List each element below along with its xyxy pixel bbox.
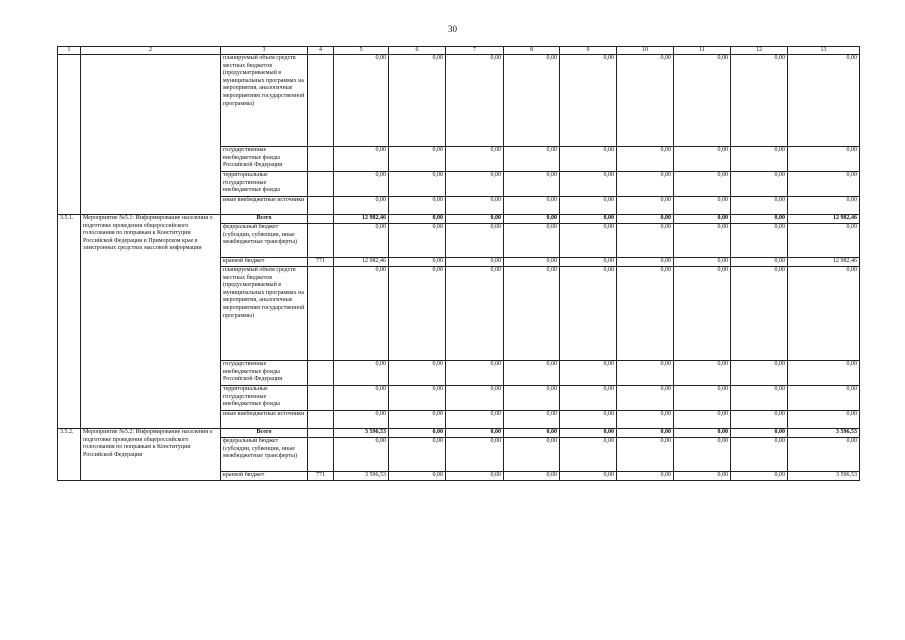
value-cell: 0,00 <box>560 438 617 472</box>
value-cell: 0,00 <box>389 361 446 386</box>
value-cell: 0,00 <box>334 361 389 386</box>
value-cell: 0,00 <box>389 147 446 172</box>
value-cell: 0,00 <box>334 411 389 429</box>
page-number: 30 <box>448 24 457 34</box>
col-header: 10 <box>617 47 674 55</box>
value-cell: 0,00 <box>788 438 860 472</box>
value-cell: 0,00 <box>731 386 788 411</box>
value-cell: 0,00 <box>389 386 446 411</box>
value-cell: 0,00 <box>617 224 674 258</box>
row-label: планируемый объем средств местных бюджетов (предусматриваемый в муниципальных программах на мероприятия, аналогичные мероприятиям государственной программы) <box>221 55 308 147</box>
value-cell: 0,00 <box>334 147 389 172</box>
value-cell: 0,00 <box>504 361 560 386</box>
value-cell: 0,00 <box>731 147 788 172</box>
value-cell: 0,00 <box>504 429 560 438</box>
value-cell: 0,00 <box>560 386 617 411</box>
row-label: территориальные государственные внебюджетные фонды <box>221 172 308 197</box>
value-cell: 0,00 <box>617 172 674 197</box>
value-cell: 0,00 <box>674 386 731 411</box>
value-cell: 0,00 <box>504 197 560 215</box>
col-header: 5 <box>334 47 389 55</box>
value-cell: 0,00 <box>788 224 860 258</box>
value-cell: 0,00 <box>504 215 560 224</box>
value-cell: 0,00 <box>617 197 674 215</box>
value-cell: 3 596,53 <box>788 472 860 481</box>
value-cell: 0,00 <box>560 429 617 438</box>
value-cell: 0,00 <box>446 224 504 258</box>
value-cell: 0,00 <box>334 386 389 411</box>
value-cell: 0,00 <box>731 258 788 267</box>
value-cell: 0,00 <box>446 172 504 197</box>
value-cell: 0,00 <box>617 472 674 481</box>
value-cell: 0,00 <box>560 258 617 267</box>
value-cell: 0,00 <box>504 172 560 197</box>
value-cell: 0,00 <box>731 215 788 224</box>
value-cell: 12 982,46 <box>788 215 860 224</box>
value-cell: 0,00 <box>788 55 860 147</box>
value-cell: 0,00 <box>617 55 674 147</box>
value-cell: 0,00 <box>617 411 674 429</box>
value-cell: 0,00 <box>788 197 860 215</box>
col-header: 3 <box>221 47 308 55</box>
col-header: 12 <box>731 47 788 55</box>
value-cell: 3 596,53 <box>334 429 389 438</box>
value-cell: 0,00 <box>674 197 731 215</box>
value-cell: 0,00 <box>560 361 617 386</box>
value-cell: 0,00 <box>334 197 389 215</box>
value-cell: 0,00 <box>446 258 504 267</box>
value-cell: 0,00 <box>389 267 446 361</box>
col-header: 6 <box>389 47 446 55</box>
value-cell: 0,00 <box>504 267 560 361</box>
col-header: 8 <box>504 47 560 55</box>
value-cell: 0,00 <box>788 172 860 197</box>
col-header: 9 <box>560 47 617 55</box>
value-cell: 0,00 <box>788 411 860 429</box>
value-cell: 3 596,53 <box>334 472 389 481</box>
budget-table <box>57 46 860 481</box>
value-cell: 0,00 <box>389 215 446 224</box>
value-cell: 0,00 <box>617 386 674 411</box>
value-cell: 0,00 <box>731 55 788 147</box>
value-cell: 0,00 <box>674 215 731 224</box>
value-cell: 0,00 <box>446 215 504 224</box>
value-cell: 0,00 <box>504 258 560 267</box>
value-cell: 0,00 <box>788 361 860 386</box>
cell-empty <box>308 429 334 438</box>
cell-empty <box>308 224 334 258</box>
value-cell: 0,00 <box>334 224 389 258</box>
row-label: планируемый объем средств местных бюджетов (предусматриваемый в муниципальных программах на мероприятия, аналогичные мероприятиям государственной программы) <box>221 267 308 361</box>
value-cell: 12 982,46 <box>334 258 389 267</box>
measure-name: Мероприятие №5.2: Информирование населения о подготовке проведения общероссийского голосования по поправкам к Конституции Российской Федерации <box>81 429 221 481</box>
budget-code: 771 <box>308 472 334 481</box>
row-label: государственные внебюджетные фонды Российской Федерации <box>221 361 308 386</box>
value-cell: 0,00 <box>560 172 617 197</box>
header-row <box>58 47 860 55</box>
col-header: 1 <box>58 47 81 55</box>
value-cell: 0,00 <box>446 267 504 361</box>
value-cell: 0,00 <box>389 197 446 215</box>
col-header: 2 <box>81 47 221 55</box>
value-cell: 0,00 <box>334 438 389 472</box>
value-cell: 0,00 <box>674 429 731 438</box>
value-cell: 3 596,53 <box>788 429 860 438</box>
value-cell: 0,00 <box>731 267 788 361</box>
value-cell: 0,00 <box>446 147 504 172</box>
cell-empty <box>308 147 334 172</box>
row-label: федеральный бюджет (субсидии, субвенции, иные межбюджетные трансферты) <box>221 224 308 258</box>
value-cell: 0,00 <box>560 411 617 429</box>
row-label: государственные внебюджетные фонды Российской Федерации <box>221 147 308 172</box>
row-label: краевой бюджет <box>221 472 308 481</box>
value-cell: 0,00 <box>674 258 731 267</box>
value-cell: 0,00 <box>731 429 788 438</box>
value-cell: 0,00 <box>731 224 788 258</box>
measure-number: 3.5.2. <box>58 429 81 481</box>
value-cell: 0,00 <box>617 361 674 386</box>
cell-empty <box>308 361 334 386</box>
value-cell: 0,00 <box>788 386 860 411</box>
col-header: 4 <box>308 47 334 55</box>
value-cell: 0,00 <box>560 197 617 215</box>
cell-empty <box>308 438 334 472</box>
value-cell: 12 982,46 <box>788 258 860 267</box>
value-cell: 0,00 <box>617 438 674 472</box>
value-cell: 0,00 <box>389 258 446 267</box>
value-cell: 0,00 <box>674 472 731 481</box>
value-cell: 0,00 <box>674 224 731 258</box>
row-label-total: Всего <box>221 215 308 224</box>
value-cell: 0,00 <box>731 438 788 472</box>
value-cell: 0,00 <box>617 258 674 267</box>
value-cell: 0,00 <box>389 429 446 438</box>
table-row <box>58 55 860 147</box>
table-row <box>58 429 860 438</box>
value-cell: 0,00 <box>560 215 617 224</box>
value-cell: 0,00 <box>674 438 731 472</box>
value-cell: 0,00 <box>617 215 674 224</box>
value-cell: 0,00 <box>731 472 788 481</box>
row-label: краевой бюджет <box>221 258 308 267</box>
value-cell: 0,00 <box>389 224 446 258</box>
value-cell: 0,00 <box>674 411 731 429</box>
value-cell: 0,00 <box>504 386 560 411</box>
cell-empty <box>308 55 334 147</box>
col-header: 11 <box>674 47 731 55</box>
value-cell: 0,00 <box>504 438 560 472</box>
cell-empty <box>308 172 334 197</box>
table-row <box>58 215 860 224</box>
row-label: иные внебюджетные источники <box>221 411 308 429</box>
value-cell: 0,00 <box>389 438 446 472</box>
row-label: иные внебюджетные источники <box>221 197 308 215</box>
value-cell: 0,00 <box>504 224 560 258</box>
value-cell: 0,00 <box>731 361 788 386</box>
value-cell: 0,00 <box>446 438 504 472</box>
value-cell: 0,00 <box>446 386 504 411</box>
value-cell: 0,00 <box>560 224 617 258</box>
cell-empty <box>308 267 334 361</box>
value-cell: 0,00 <box>446 361 504 386</box>
value-cell: 0,00 <box>504 472 560 481</box>
value-cell: 0,00 <box>674 267 731 361</box>
cell-empty <box>308 197 334 215</box>
value-cell: 0,00 <box>788 267 860 361</box>
measure-name: Мероприятие №5.1: Информирование населения о подготовке проведения общероссийского голосования по поправкам к Конституции Российской Федерации в Приморском крае в электронных средствах массовой информации <box>81 215 221 429</box>
value-cell: 0,00 <box>389 172 446 197</box>
value-cell: 0,00 <box>334 172 389 197</box>
value-cell: 0,00 <box>617 429 674 438</box>
value-cell: 0,00 <box>334 55 389 147</box>
budget-code: 771 <box>308 258 334 267</box>
value-cell: 0,00 <box>560 147 617 172</box>
value-cell: 0,00 <box>334 267 389 361</box>
value-cell: 0,00 <box>446 411 504 429</box>
measure-number: 3.5.1. <box>58 215 81 429</box>
value-cell: 0,00 <box>504 411 560 429</box>
row-label: федеральный бюджет (субсидии, субвенции, иные межбюджетные трансферты) <box>221 438 308 472</box>
value-cell: 0,00 <box>504 147 560 172</box>
value-cell: 0,00 <box>674 172 731 197</box>
value-cell: 0,00 <box>446 472 504 481</box>
value-cell: 0,00 <box>731 411 788 429</box>
value-cell: 12 982,46 <box>334 215 389 224</box>
cell-empty <box>81 55 221 215</box>
value-cell: 0,00 <box>674 361 731 386</box>
cell-empty <box>308 215 334 224</box>
value-cell: 0,00 <box>446 55 504 147</box>
value-cell: 0,00 <box>446 197 504 215</box>
value-cell: 0,00 <box>617 267 674 361</box>
value-cell: 0,00 <box>389 472 446 481</box>
value-cell: 0,00 <box>560 55 617 147</box>
cell-empty <box>58 55 81 215</box>
row-label-total: Всего <box>221 429 308 438</box>
value-cell: 0,00 <box>389 55 446 147</box>
value-cell: 0,00 <box>731 197 788 215</box>
value-cell: 0,00 <box>560 472 617 481</box>
value-cell: 0,00 <box>446 429 504 438</box>
value-cell: 0,00 <box>504 55 560 147</box>
value-cell: 0,00 <box>560 267 617 361</box>
col-header: 7 <box>446 47 504 55</box>
value-cell: 0,00 <box>674 55 731 147</box>
value-cell: 0,00 <box>389 411 446 429</box>
value-cell: 0,00 <box>617 147 674 172</box>
cell-empty <box>308 386 334 411</box>
value-cell: 0,00 <box>731 172 788 197</box>
col-header: 13 <box>788 47 860 55</box>
cell-empty <box>308 411 334 429</box>
value-cell: 0,00 <box>788 147 860 172</box>
value-cell: 0,00 <box>674 147 731 172</box>
row-label: территориальные государственные внебюджетные фонды <box>221 386 308 411</box>
